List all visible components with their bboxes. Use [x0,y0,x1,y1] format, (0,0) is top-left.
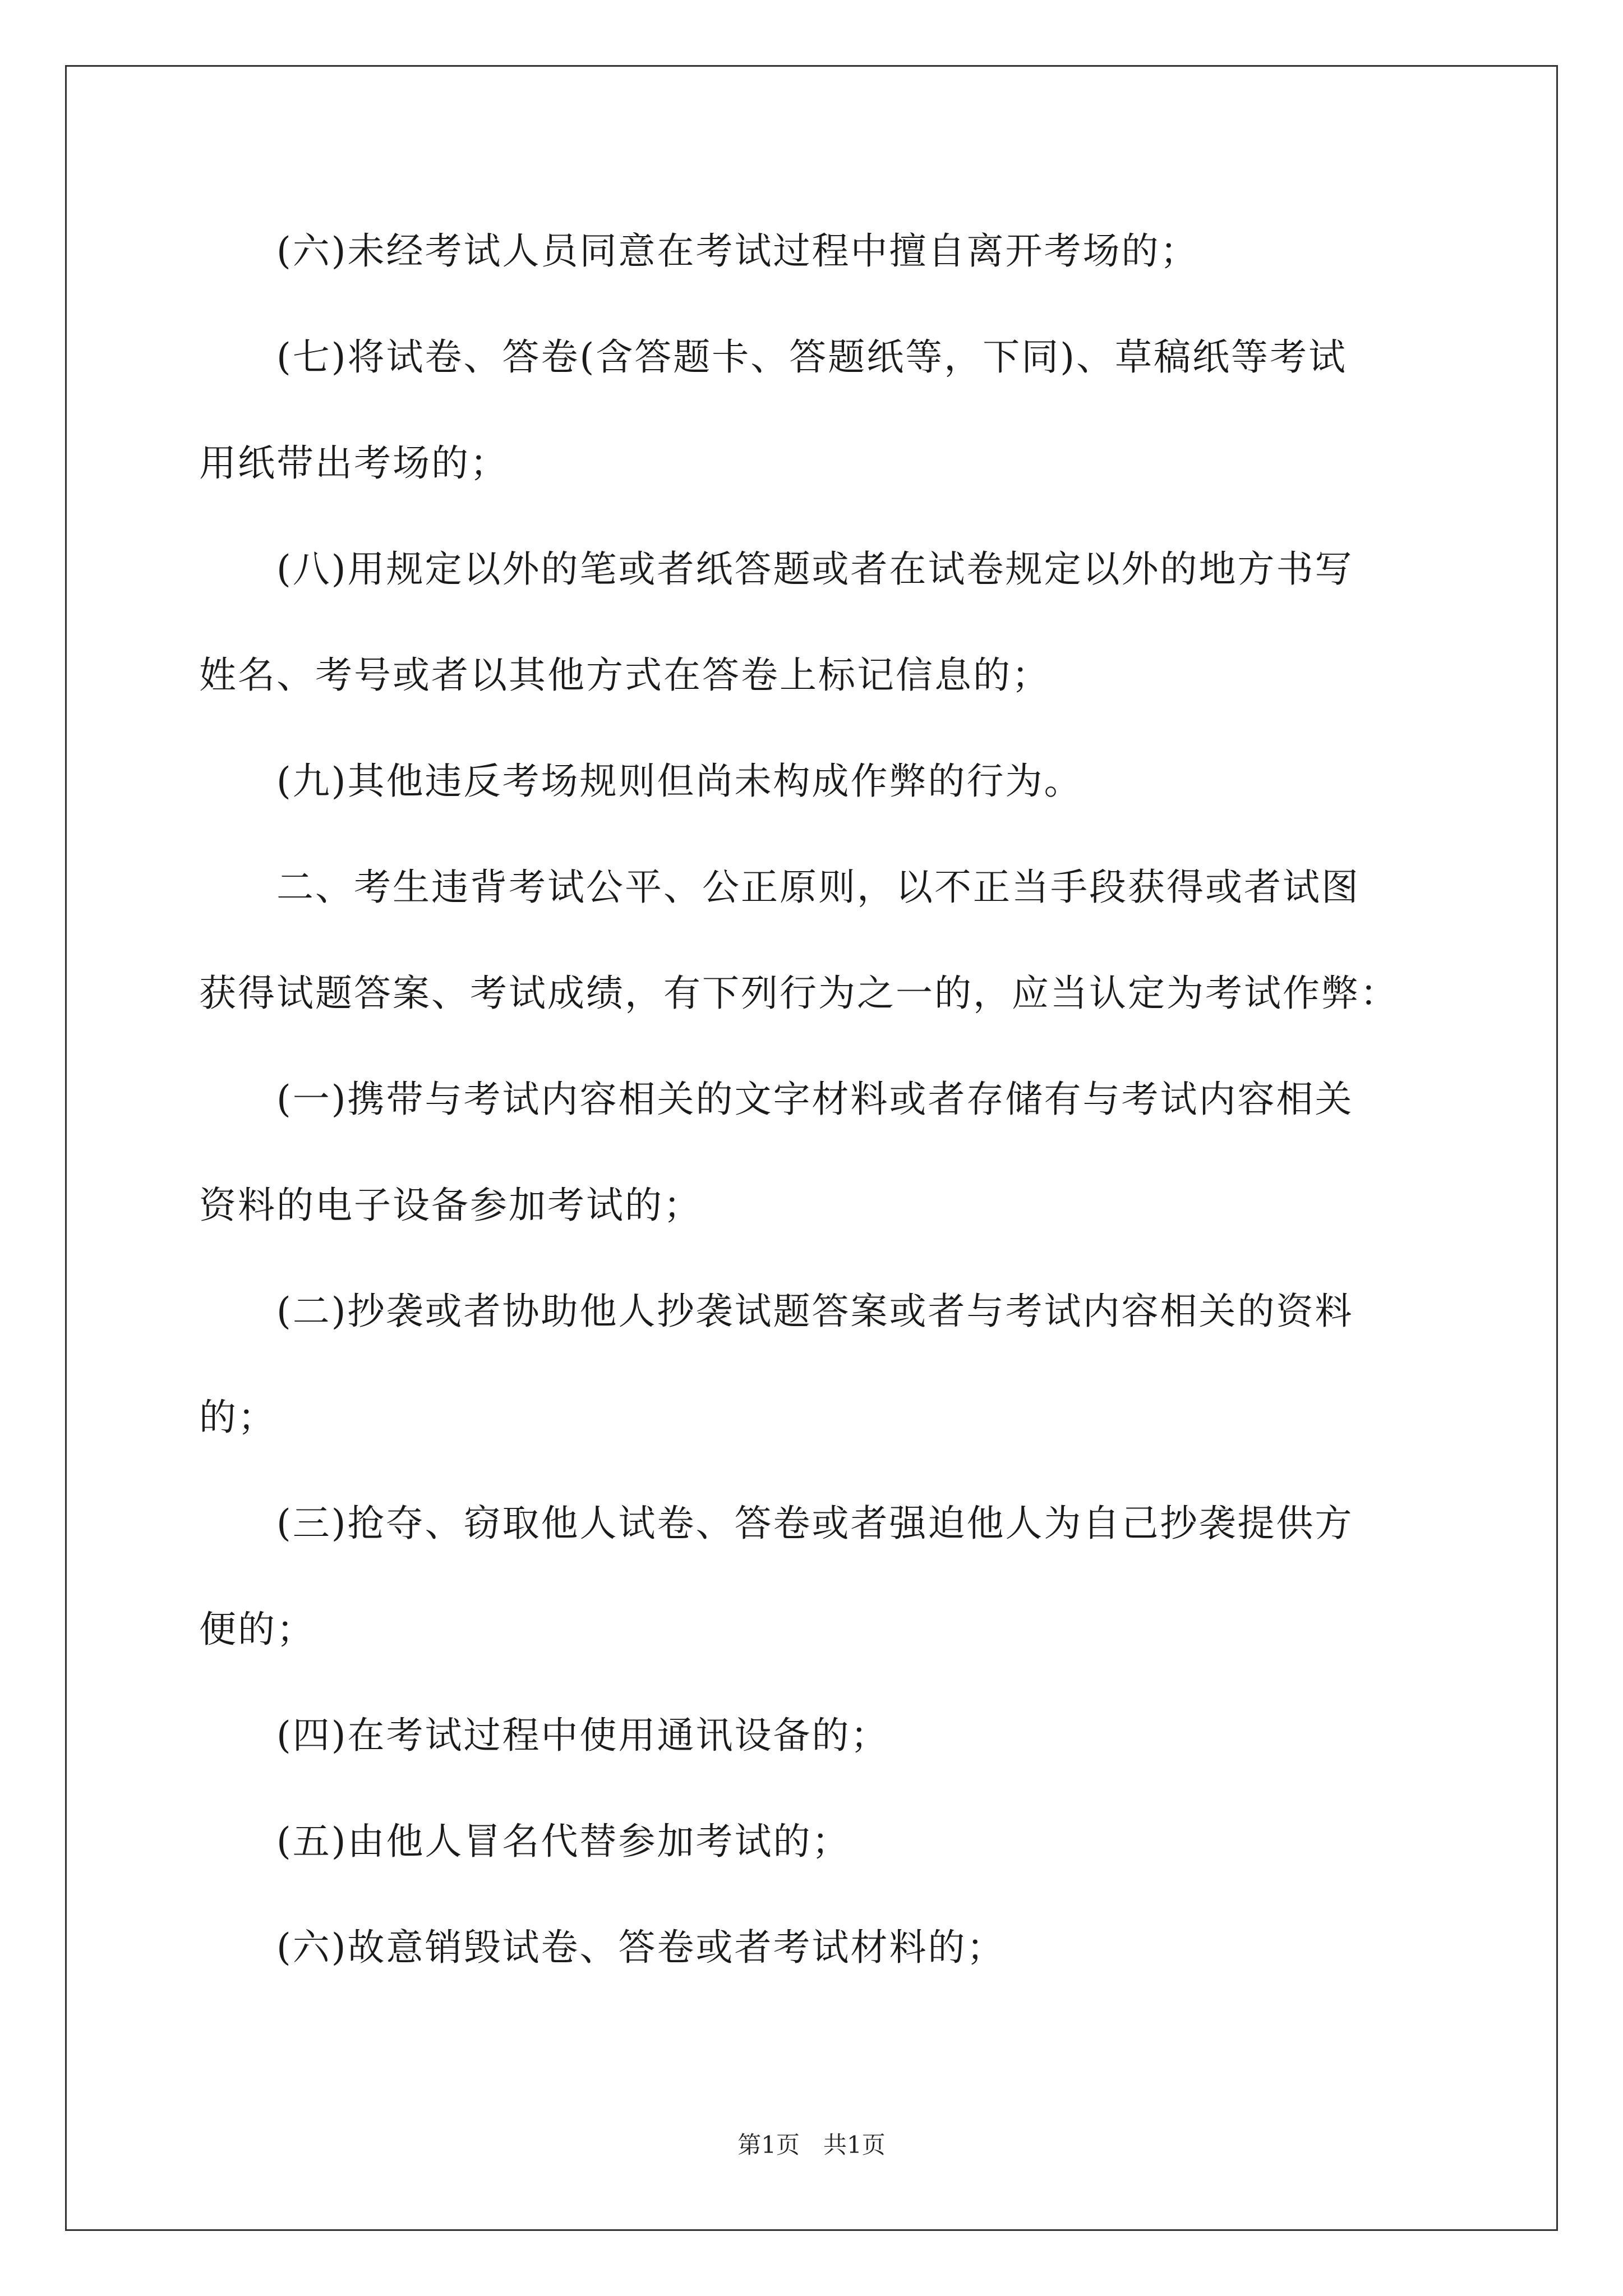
text-line: (七)将试卷、答卷(含答题卡、答题纸等，下同)、草稿纸等考试 [199,335,1347,379]
page-footer: 第1页 共1页 [737,2131,886,2159]
text-line: 的； [199,1396,276,1439]
text-line: (九)其他违反考场规则但尚未构成作弊的行为。 [199,760,1083,803]
text-line: 获得试题答案、考试成绩，有下列行为之一的，应当认定为考试作弊： [199,972,1399,1015]
text-line: (五)由他人冒名代替参加考试的； [199,1820,851,1863]
text-line: (六)故意销毁试卷、答卷或者考试材料的； [199,1926,1006,1969]
text-line: 二、考生违背考试公平、公正原则，以不正当手段获得或者试图 [199,866,1360,909]
text-line: (三)抢夺、窃取他人试卷、答卷或者强迫他人为自己抄袭提供方 [199,1502,1354,1545]
text-line: 资料的电子设备参加考试的； [199,1184,702,1227]
text-line: (六)未经考试人员同意在考试过程中擅自离开考场的； [199,229,1199,273]
text-line: (四)在考试过程中使用通讯设备的； [199,1714,889,1757]
text-line: (一)携带与考试内容相关的文字材料或者存储有与考试内容相关 [199,1078,1354,1121]
text-line: 姓名、考号或者以其他方式在答卷上标记信息的； [199,654,1050,697]
text-line: (八)用规定以外的笔或者纸答题或者在试卷规定以外的地方书写 [199,547,1354,591]
page-border [65,65,1558,2231]
text-line: 用纸带出考场的； [199,441,509,485]
text-line: 便的； [199,1608,315,1651]
text-line: (二)抄袭或者协助他人抄袭试题答案或者与考试内容相关的资料 [199,1290,1354,1333]
